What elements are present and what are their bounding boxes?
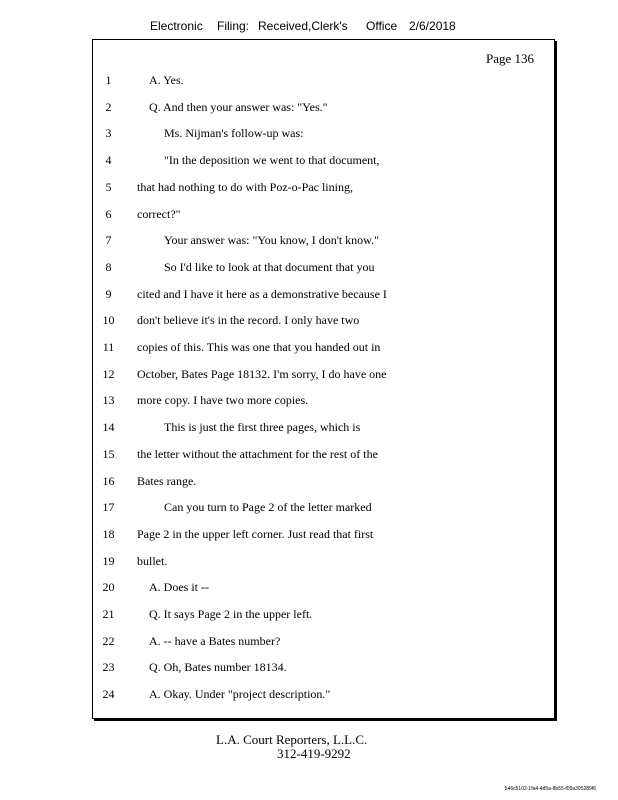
line-number: 8 (105, 259, 112, 274)
footer-company: L.A. Court Reporters, L.L.C. (216, 732, 368, 747)
line-text: the letter without the attachment for the rest of the (137, 446, 378, 461)
transcript-line (93, 687, 554, 705)
line-number: 17 (102, 500, 115, 515)
transcript-line (93, 580, 554, 598)
line-text: more copy. I have two more copies. (137, 393, 309, 408)
transcript-line (93, 420, 554, 438)
line-text: A. Yes. (149, 73, 184, 87)
line-number: 19 (102, 553, 115, 568)
transcript-line (93, 313, 554, 331)
filing-header-word-filing: Filing: (217, 19, 250, 33)
transcript-line (93, 660, 554, 678)
line-text: A. Okay. Under "project description." (149, 687, 331, 702)
line-number: 9 (105, 286, 112, 301)
transcript-line (93, 500, 554, 518)
filing-header-word-electronic: Electronic (150, 19, 203, 33)
transcript-line (93, 634, 554, 652)
line-number: 7 (105, 233, 112, 248)
line-text: that had nothing to do with Poz-o-Pac lining, (137, 179, 353, 194)
line-text: bullet. (137, 553, 168, 568)
line-number: 5 (105, 179, 112, 194)
transcript-line (93, 153, 554, 171)
filing-header-date: 2/6/2018 (409, 19, 456, 33)
transcript-line (93, 233, 554, 251)
document-hash: 546c5102-1fa4-4d5a-8b55-f00a395289f6 (504, 786, 596, 792)
line-number: 13 (102, 393, 115, 408)
line-number: 22 (102, 633, 115, 648)
line-text: Can you turn to Page 2 of the letter marked (164, 500, 372, 515)
transcript-line (93, 73, 554, 91)
line-number: 15 (102, 446, 115, 461)
line-number: 23 (102, 660, 115, 675)
line-text: cited and I have it here as a demonstrative because I (137, 286, 387, 301)
filing-header-word-received: Received,Clerk's (258, 19, 348, 33)
line-text: October, Bates Page 18132. I'm sorry, I do have one (137, 366, 387, 381)
line-number: 21 (102, 607, 115, 621)
line-text: This is just the first three pages, which is (164, 420, 361, 435)
line-number: 1 (105, 73, 112, 87)
line-text: correct?" (137, 206, 181, 221)
filing-header-word-office: Office (366, 19, 398, 33)
line-text: "In the deposition we went to that document, (164, 153, 380, 168)
transcript-line (93, 527, 554, 545)
transcript-page (92, 39, 555, 719)
transcript-line (93, 607, 554, 625)
line-number: 12 (102, 366, 115, 381)
page-number-label: Page 136 (485, 51, 534, 66)
transcript-line (93, 340, 554, 358)
line-text: So I'd like to look at that document that you (164, 259, 375, 274)
transcript-line (93, 447, 554, 465)
transcript-line (93, 474, 554, 492)
line-number: 18 (102, 526, 115, 541)
transcript-line (93, 554, 554, 572)
transcript-line (93, 180, 554, 198)
line-number: 11 (102, 340, 115, 354)
transcript-line (93, 393, 554, 411)
line-number: 6 (105, 206, 112, 221)
transcript-line (93, 367, 554, 385)
line-number: 10 (102, 313, 115, 328)
transcript-line (93, 260, 554, 278)
line-text: don't believe it's in the record. I only have two (137, 313, 360, 328)
line-number: 14 (102, 420, 115, 435)
line-text: Bates range. (137, 473, 197, 488)
line-text: Your answer was: "You know, I don't know." (164, 233, 379, 248)
line-number: 20 (102, 580, 115, 595)
line-number: 4 (105, 153, 112, 168)
line-text: Q. Oh, Bates number 18134. (149, 660, 287, 675)
line-text: Q. And then your answer was: "Yes." (149, 99, 328, 114)
line-text: copies of this. This was one that you handed out in (137, 340, 381, 354)
line-text: Q. It says Page 2 in the upper left. (149, 607, 313, 621)
line-number: 2 (105, 99, 112, 114)
line-text: Page 2 in the upper left corner. Just read that first (137, 526, 374, 541)
line-text: Ms. Nijman's follow-up was: (164, 126, 304, 141)
line-text: A. Does it -- (149, 580, 209, 595)
line-number: 3 (105, 126, 112, 141)
transcript-line (93, 287, 554, 305)
footer-phone: 312-419-9292 (277, 746, 351, 761)
transcript-line (93, 207, 554, 225)
transcript-line (93, 100, 554, 118)
line-text: A. -- have a Bates number? (149, 633, 281, 648)
line-number: 16 (102, 473, 115, 488)
line-number: 24 (102, 687, 115, 702)
transcript-line (93, 126, 554, 144)
